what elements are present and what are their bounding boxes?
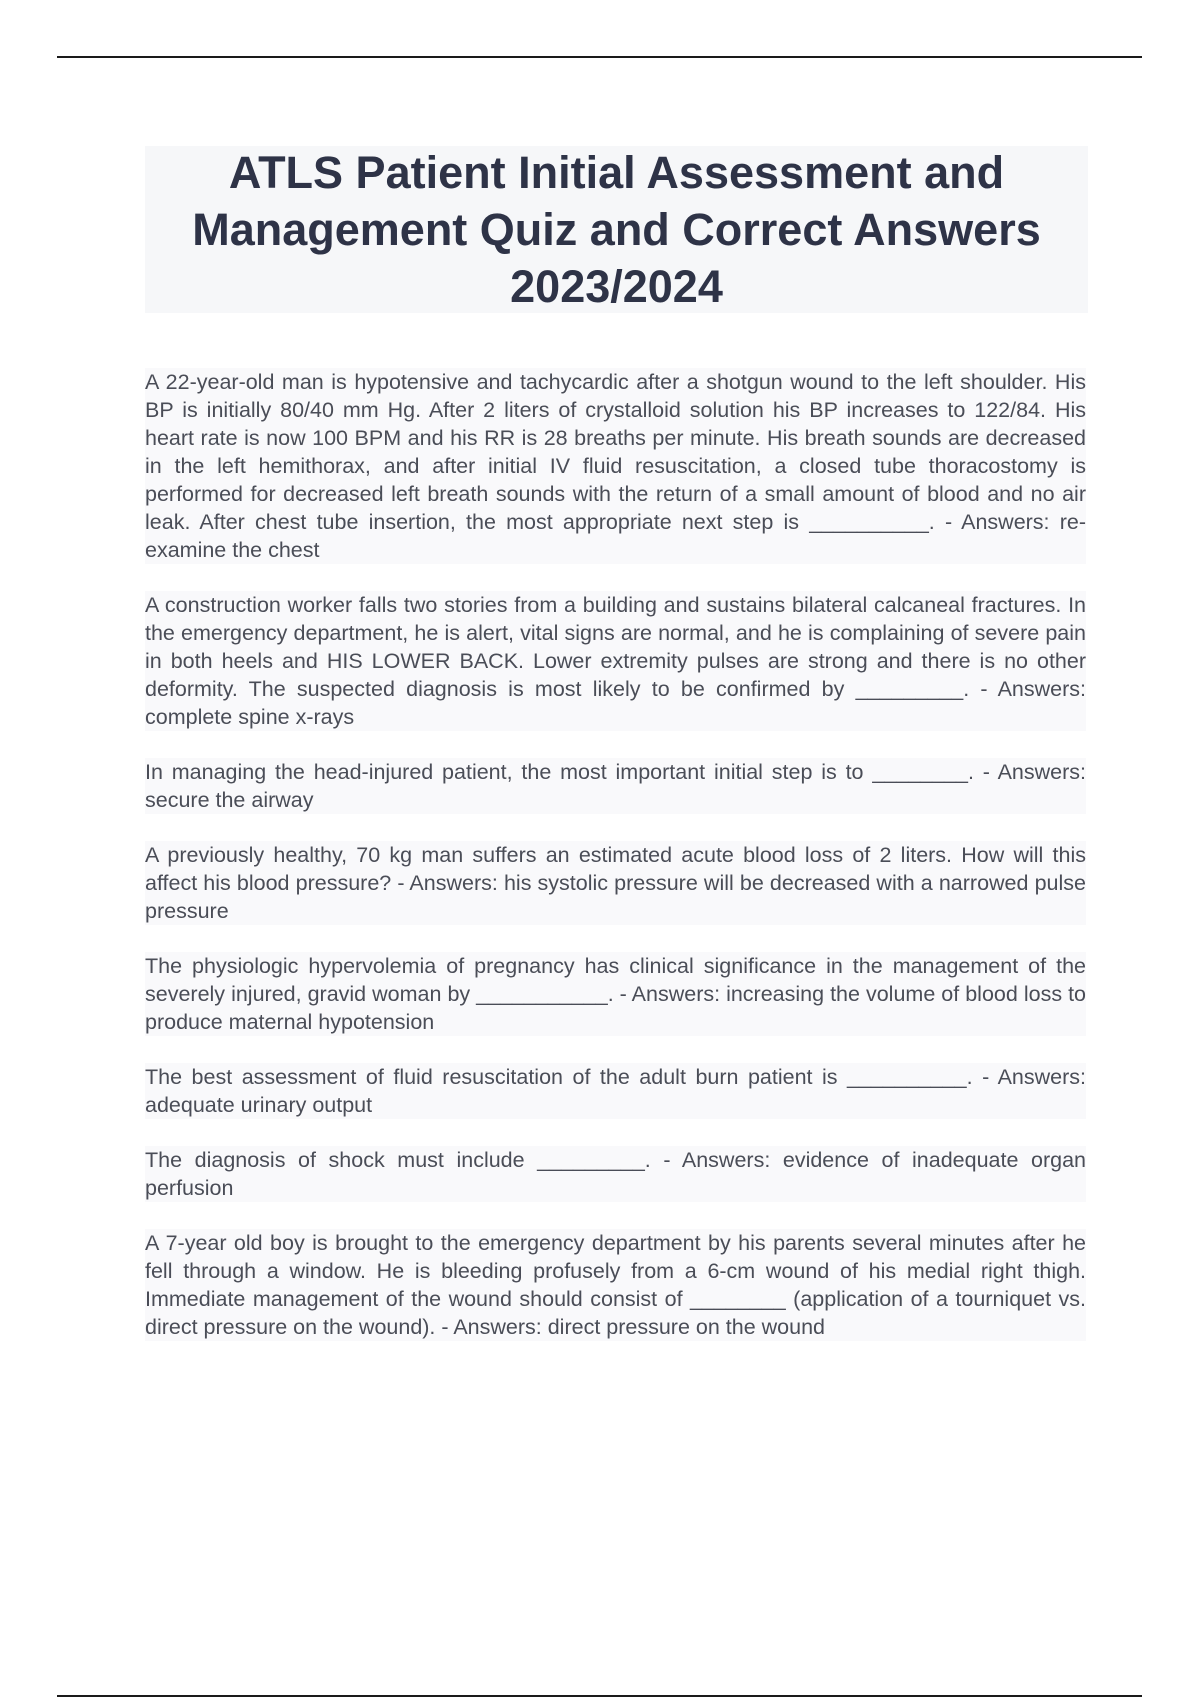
title-line: 2023/2024 xyxy=(510,261,723,312)
qa-item: The physiologic hypervolemia of pregnancy has clinical significance in the management of the severely injured, gravid woman by ___________. - Answers: increasing the volume of blood loss to produce maternal hypotension xyxy=(145,954,1086,1034)
qa-item: In managing the head-injured patient, the most important initial step is to ________. - Answers: secure the airway xyxy=(145,760,1086,812)
qa-item: A 22-year-old man is hypotensive and tachycardic after a shotgun wound to the left shoulder. His BP is initially 80/40 mm Hg. After 2 liters of crystalloid solution his BP increases to 122/84. His heart rate is now 100 BPM and his RR is 28 breaths per minute. His breath sounds are decreased in the left hemithorax, and after initial IV fluid resuscitation, a closed tube thoracostomy is performed for decreased left breath sounds with the return of a small amount of blood and no air leak. After chest tube insertion, the most appropriate next step is __________. - Answers: re-examine the chest xyxy=(145,370,1086,562)
qa-list xyxy=(145,368,1086,1368)
qa-item: A 7-year old boy is brought to the emergency department by his parents several minutes after he fell through a window. He is bleeding profusely from a 6-cm wound of his medial right thigh. Immediate management of the wound should consist of ________ (application of a tourniquet vs. direct pressure on the wound). - Answers: direct pressure on the wound xyxy=(145,1231,1086,1339)
document-title xyxy=(145,144,1088,315)
qa-item: The diagnosis of shock must include _________. - Answers: evidence of inadequate organ perfusion xyxy=(145,1148,1086,1200)
header-rule xyxy=(57,56,1142,58)
title-block xyxy=(145,146,1088,313)
title-line: ATLS Patient Initial Assessment and xyxy=(228,147,1005,198)
qa-item: A construction worker falls two stories from a building and sustains bilateral calcaneal fractures. In the emergency department, he is alert, vital signs are normal, and he is complaining of severe pain in both heels and HIS LOWER BACK. Lower extremity pulses are strong and there is no other deformity. The suspected diagnosis is most likely to be confirmed by _________. - Answers: complete spine x-rays xyxy=(145,593,1086,729)
footer-rule xyxy=(57,1695,1142,1697)
title-line: Management Quiz and Correct Answers xyxy=(192,204,1041,255)
qa-item: A previously healthy, 70 kg man suffers an estimated acute blood loss of 2 liters. How will this affect his blood pressure? - Answers: his systolic pressure will be decreased with a narrowed pulse pressure xyxy=(145,843,1086,923)
qa-item: The best assessment of fluid resuscitation of the adult burn patient is __________. - Answers: adequate urinary output xyxy=(145,1065,1086,1117)
